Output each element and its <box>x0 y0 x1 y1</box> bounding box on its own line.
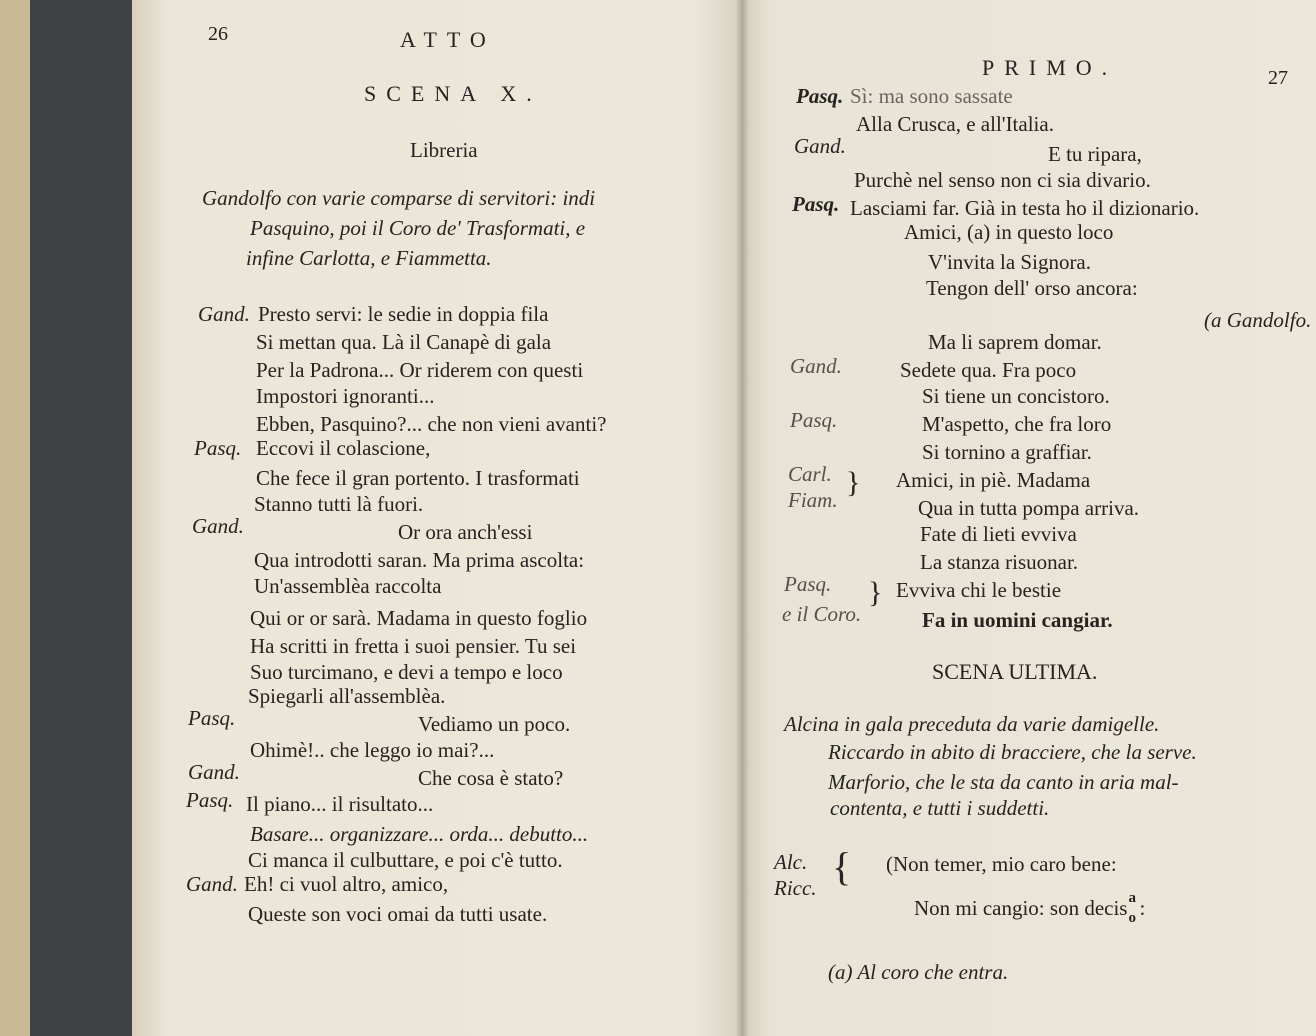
verse-line: Si tiene un concistoro. <box>922 384 1110 408</box>
verse-line: Eccovi il colascione, <box>256 436 431 460</box>
verse-line: Tengon dell' orso ancora: <box>926 276 1138 300</box>
stage-aside: (a Gandolfo. <box>1204 308 1312 332</box>
stage-direction-line: contenta, e tutti i suddetti. <box>830 796 1050 820</box>
stage-direction-line: Riccardo in abito di bracciere, che la serve. <box>828 740 1197 764</box>
speaker-label: Gand. <box>794 134 846 158</box>
speaker-label: Pasq. <box>796 84 844 108</box>
verse-line: Un'assemblèa raccolta <box>254 574 442 598</box>
verse-line: Fate di lieti evviva <box>920 522 1077 546</box>
verse-line: Vediamo un poco. <box>418 712 571 736</box>
verse-line <box>914 890 1146 926</box>
verse-line: Si tornino a graffiar. <box>922 440 1092 464</box>
stage-direction-line: Gandolfo con varie comparse di servitori: indi <box>202 186 596 210</box>
speaker-label: Gand. <box>192 514 244 538</box>
left-page <box>132 0 742 1036</box>
stage-direction-line: infine Carlotta, e Fiammetta. <box>246 246 492 270</box>
book-backing <box>0 0 30 1036</box>
verse-line-text: Non mi cangio: son decis <box>914 896 1128 920</box>
verse-line: Suo turcimano, e devi a tempo e loco <box>250 660 563 684</box>
running-head-left: ATTO <box>400 27 496 52</box>
verse-line: Qui or or sarà. Madama in questo foglio <box>250 606 588 630</box>
verse-line: Ci manca il culbuttare, e poi c'è tutto. <box>248 848 563 872</box>
verse-line: Alla Crusca, e all'Italia. <box>856 112 1054 136</box>
verse-line: Purchè nel senso non ci sia divario. <box>854 168 1151 192</box>
verse-line: Amici, in piè. Madama <box>896 468 1091 492</box>
running-head-right: PRIMO. <box>982 55 1118 80</box>
speaker-label: Pasq. <box>784 572 832 596</box>
verse-line: Ohimè!.. che leggo io mai?... <box>250 738 495 762</box>
verse-line: V'invita la Signora. <box>928 250 1092 274</box>
speaker-label: Carl. <box>788 462 832 486</box>
verse-line: Queste son voci omai da tutti usate. <box>248 902 548 926</box>
stage-direction-line: Marforio, che le sta da canto in aria mal- <box>828 770 1179 794</box>
speaker-label: e il Coro. <box>782 602 862 626</box>
speaker-label: Pasq. <box>790 408 838 432</box>
verse-line: Che cosa è stato? <box>418 766 564 790</box>
verse-line: M'aspetto, che fra loro <box>922 412 1112 436</box>
verse-line: Impostori ignoranti... <box>256 384 435 408</box>
stacked-ending <box>1127 890 1146 926</box>
verse-line: Per la Padrona... Or riderem con questi <box>256 358 584 382</box>
verse-line: Basare... organizzare... orda... debutto... <box>250 822 589 846</box>
ending-colon: : <box>1139 896 1146 920</box>
speaker-label: Ricc. <box>774 876 817 900</box>
book-gutter <box>735 0 749 1036</box>
ending-a: a <box>1128 890 1136 906</box>
verse-line: Ebben, Pasquino?... che non vieni avanti? <box>256 412 607 436</box>
stage-direction-line: Pasquino, poi il Coro de' Trasformati, e <box>250 216 586 240</box>
speaker-label: Gand. <box>790 354 842 378</box>
right-page <box>742 0 1316 1036</box>
book-cover <box>30 0 140 1036</box>
scene-title: SCENA X. <box>364 81 542 106</box>
brace-icon: } <box>868 576 883 609</box>
stage-direction-line: Alcina in gala preceduta da varie damigelle. <box>784 712 1160 736</box>
verse-line: Or ora anch'essi <box>398 520 533 544</box>
verse-line: Spiegarli all'assemblèa. <box>248 684 446 708</box>
verse-line: Stanno tutti là fuori. <box>254 492 424 516</box>
scene-title: SCENA ULTIMA. <box>932 659 1098 684</box>
verse-line: Presto servi: le sedie in doppia fila <box>258 302 549 326</box>
page-number-right: 27 <box>1268 67 1288 89</box>
speaker-label: Pasq. <box>194 436 242 460</box>
speaker-label: Pasq. <box>188 706 236 730</box>
speaker-label: Alc. <box>774 850 808 874</box>
speaker-label: Fiam. <box>788 488 838 512</box>
verse-line: Si mettan qua. Là il Canapè di gala <box>256 330 552 354</box>
speaker-label: Gand. <box>188 760 240 784</box>
verse-line: Ma li saprem domar. <box>928 330 1102 354</box>
ending-o: o <box>1128 910 1136 926</box>
verse-line: (Non temer, mio caro bene: <box>886 852 1117 876</box>
speaker-label: Pasq. <box>792 192 840 216</box>
verse-line: Sedete qua. Fra poco <box>900 358 1077 382</box>
verse-line: Il piano... il risultato... <box>246 792 434 816</box>
verse-line: Fa in uomini cangiar. <box>922 608 1113 632</box>
verse-line: Evviva chi le bestie <box>896 578 1062 602</box>
verse-line: Ha scritti in fretta i suoi pensier. Tu sei <box>250 634 577 658</box>
verse-line: Che fece il gran portento. I trasformati <box>256 466 580 490</box>
verse-line: Eh! ci vuol altro, amico, <box>244 872 449 896</box>
verse-line: E tu ripara, <box>1048 142 1142 166</box>
verse-line: Amici, (a) in questo loco <box>904 220 1114 244</box>
brace-icon: } <box>846 466 861 499</box>
verse-line: Sì: ma sono sassate <box>850 84 1013 108</box>
page-number-left: 26 <box>208 23 228 45</box>
verse-line: Qua introdotti saran. Ma prima ascolta: <box>254 548 585 572</box>
brace-icon: { <box>832 844 852 889</box>
speaker-label: Gand. <box>198 302 250 326</box>
verse-line: La stanza risuonar. <box>920 550 1079 574</box>
footnote: (a) Al coro che entra. <box>828 960 1009 984</box>
speaker-label: Gand. <box>186 872 238 896</box>
verse-line: Qua in tutta pompa arriva. <box>918 496 1140 520</box>
scene-setting: Libreria <box>410 138 478 162</box>
verse-line: Lasciami far. Già in testa ho il dizionario. <box>850 196 1200 220</box>
speaker-label: Pasq. <box>186 788 234 812</box>
